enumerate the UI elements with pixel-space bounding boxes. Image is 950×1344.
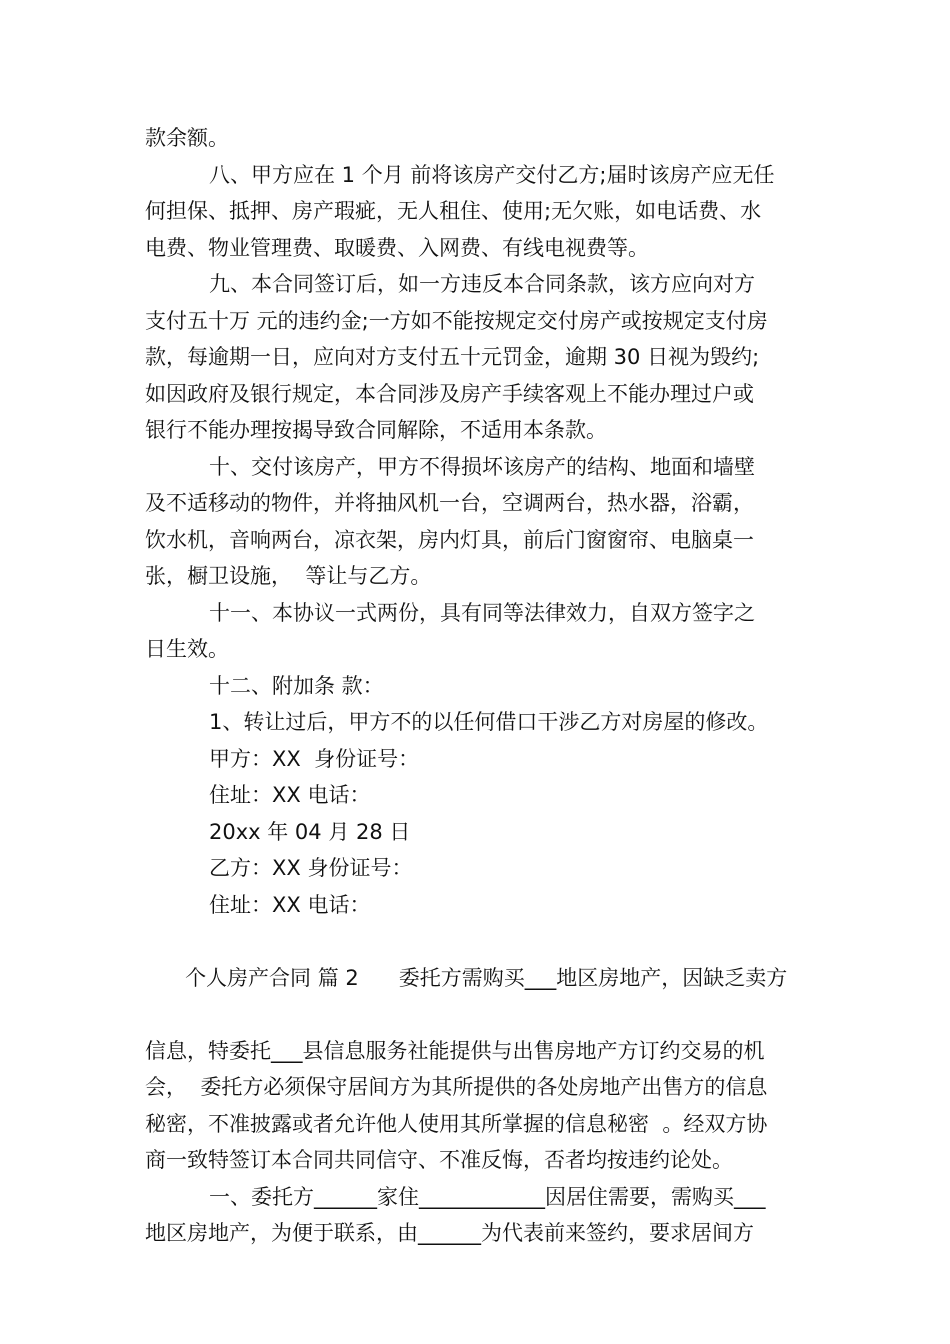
section-heading-line [145,923,815,1033]
text-line: 地区房地产，为便于联系，由______为代表前来签约，要求居间方 [145,1221,754,1245]
text-line: 九、本合同签订后，如一方违反本合同条款，该方应向对方 [209,272,755,296]
text-line: 银行不能办理按揭导致合同解除，不适用本条款。 [145,418,607,442]
text-line: 何担保、抵押、房产瑕疵，无人租住、使用;无欠账，如电话费、水 [145,199,762,223]
signature-address-a: 住址：XX 电话： [209,783,371,807]
text-line: 十二、附加条 款： [209,673,384,698]
signature-address-b: 住址：XX 电话： [209,892,371,917]
text-line: 秘密，不准披露或者允许他人使用其所掌握的信息秘密 。经双方协 [145,1111,768,1136]
contract-text-part-1 [145,120,815,923]
signature-date: 20xx 年 04 月 28 日 [209,819,411,844]
text-line: 张，橱卫设施， 等让与乙方。 [145,564,432,588]
text-line: 款余额。 [145,126,229,150]
text-line: 款，每逾期一日，应向对方支付五十元罚金，逾期 30 日视为毁约; [145,345,760,369]
text-line: 支付五十万 元的违约金;一方如不能按规定交付房产或按规定支付房 [145,308,768,333]
text-line: 十一、本协议一式两份，具有同等法律效力，自双方签字之 [209,600,755,625]
text-line: 如因政府及银行规定，本合同涉及房产手续客观上不能办理过户或 [145,381,754,406]
section-title: 个人房产合同 篇 2 [185,965,359,990]
text-line: 及不适移动的物件，并将抽风机一台，空调两台，热水器，浴霸， [145,491,754,515]
text-line: 一、委托方______家住____________因居住需要，需购买___ [209,1184,766,1209]
text-line: 十、交付该房产，甲方不得损坏该房产的结构、地面和墙壁 [209,454,755,479]
signature-party-a: 甲方：XX 身份证号： [209,746,420,771]
contract-text-part-2 [145,1033,815,1252]
text-line: 日生效。 [145,637,229,661]
text-line: 八、甲方应在 1 个月 前将该房产交付乙方;届时该房产应无任 [209,162,775,187]
text-line: 电费、物业管理费、取暖费、入网费、有线电视费等。 [145,235,649,260]
text-line: 饮水机，音响两台，凉衣架，房内灯具，前后门窗窗帘、电脑桌一 [145,527,754,552]
document-body [145,120,815,1252]
text-line: 信息，特委托___县信息服务社能提供与出售房地产方订约交易的机 [145,1038,765,1063]
signature-party-b: 乙方：XX 身份证号： [209,856,413,880]
section-first-sentence: 委托方需购买___地区房地产，因缺乏卖方 [398,965,788,990]
text-line: 会， 委托方必须保守居间方为其所提供的各处房地产出售方的信息 [145,1075,768,1099]
text-line: 商一致特签订本合同共同信守、不准反悔，否者均按违约论处。 [145,1148,733,1172]
text-line: 1、转让过后，甲方不的以任何借口干涉乙方对房屋的修改。 [209,710,769,734]
